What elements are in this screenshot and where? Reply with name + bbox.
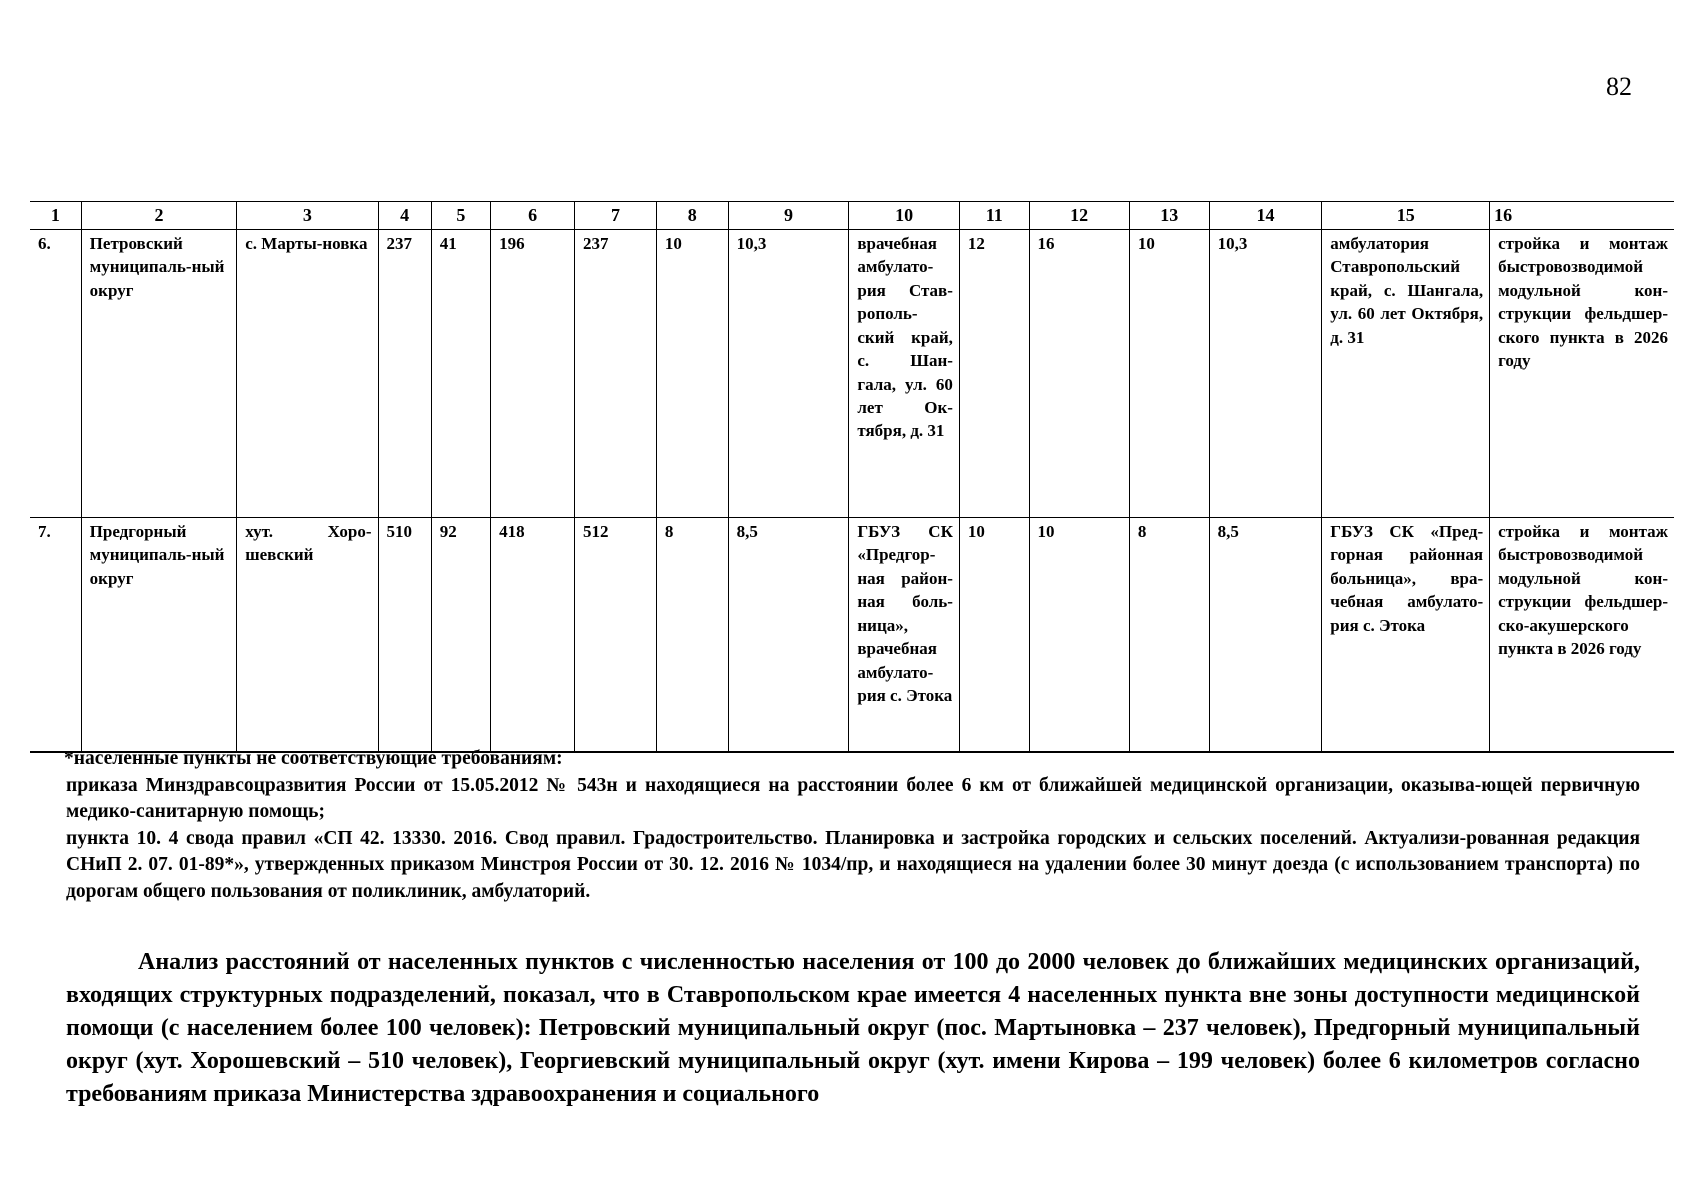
table-cell: 10 — [959, 517, 1029, 752]
column-header: 5 — [431, 202, 490, 230]
column-header: 16 — [1490, 202, 1674, 230]
column-header: 2 — [81, 202, 237, 230]
column-header: 10 — [849, 202, 960, 230]
settlements-table — [30, 201, 1674, 753]
table-cell: 510 — [378, 517, 431, 752]
column-header: 13 — [1129, 202, 1209, 230]
table-cell: 8,5 — [1209, 517, 1322, 752]
analysis-paragraph-block — [66, 946, 1640, 1110]
table-cell: 10 — [656, 229, 728, 517]
table-cell: 16 — [1029, 229, 1129, 517]
footnote-item: приказа Минздравсоцразвития России от 15.05.2012 № 543н и находящиеся на расстоянии более 6 км от ближайшей медицинской организации, оказыва-ющей первичную медико-санитарную помощь; — [66, 774, 1640, 823]
table-cell: 237 — [378, 229, 431, 517]
table-cell: 41 — [431, 229, 490, 517]
table-row — [30, 229, 1674, 517]
column-header: 4 — [378, 202, 431, 230]
table-cell: 418 — [491, 517, 575, 752]
organization-cell: ГБУЗ СК «Пред-горная районная больница», вра-чебная амбулато-рия с. Этока — [1322, 517, 1490, 752]
district-cell: Предгорный муниципаль-ный округ — [81, 517, 237, 752]
table-cell: 8 — [656, 517, 728, 752]
table-footnotes — [66, 746, 1640, 905]
footnote-lead: *населенные пункты не соответствующие требованиям: — [64, 748, 563, 769]
measures-cell: стройка и монтаж быстровозводимой модульной кон-струкции фельдшер-ско-акушерского пункта в 2026 году — [1490, 517, 1674, 752]
settlement-cell: хут. Хоро-шевский — [237, 517, 378, 752]
column-header: 9 — [728, 202, 849, 230]
analysis-paragraph: Анализ расстояний от населенных пунктов с численностью населения от 100 до 2000 человек до ближайших медицинских организаций, входящих структурных подразделений, показал, что в Ставропольском крае имеется 4 населенных пункта вне зоны доступности медицинской помощи (с населением более 100 человек): Петровский муниципальный округ (пос. Мартыновка – 237 человек), Предгорный муниципальный округ (хут. Хорошевский – 510 человек), Георгиевский муниципальный округ (хут. имени Кирова – 199 человек) более 6 километров согласно требованиям приказа Министерства здравоохранения и социального — [66, 949, 1640, 1107]
table-row — [30, 517, 1674, 752]
table-cell: 10 — [1129, 229, 1209, 517]
table-header-row — [30, 202, 1674, 230]
nearest-organization-cell: ГБУЗ СК «Предгор-ная район-ная боль-ница», врачебная амбулато-рия с. Этока — [849, 517, 960, 752]
row-number-cell: 6. — [30, 229, 81, 517]
column-header: 6 — [491, 202, 575, 230]
column-header: 3 — [237, 202, 378, 230]
district-cell: Петровский муниципаль-ный округ — [81, 229, 237, 517]
nearest-organization-cell: врачебная амбулато-рия Став-рополь-ский край, с. Шан-гала, ул. 60 лет Ок-тября, д. 31 — [849, 229, 960, 517]
table-cell: 237 — [575, 229, 657, 517]
table-cell: 10,3 — [1209, 229, 1322, 517]
column-header: 8 — [656, 202, 728, 230]
column-header: 12 — [1029, 202, 1129, 230]
footnote-item: пункта 10. 4 свода правил «СП 42. 13330. 2016. Свод правил. Градостроительство. Планировка и застройка городских и сельских поселений. Актуализи-рованная редакция СНиП 2. 07. 01-89*», утвержденных приказом Минстроя России от 30. 12. 2016 № 1034/пр, и находящиеся на удалении более 30 минут доезда (с использованием транспорта) по дорогам общего пользования от поликлиник, амбулаторий. — [66, 827, 1640, 902]
table-cell: 512 — [575, 517, 657, 752]
table-cell: 8 — [1129, 517, 1209, 752]
settlements-table-wrapper — [30, 201, 1674, 747]
column-header: 15 — [1322, 202, 1490, 230]
table-cell: 10 — [1029, 517, 1129, 752]
table-cell: 92 — [431, 517, 490, 752]
column-header: 14 — [1209, 202, 1322, 230]
column-header: 11 — [959, 202, 1029, 230]
settlement-cell: с. Марты-новка — [237, 229, 378, 517]
table-cell: 12 — [959, 229, 1029, 517]
row-number-cell: 7. — [30, 517, 81, 752]
page-number: 82 — [1606, 72, 1632, 101]
table-cell: 196 — [491, 229, 575, 517]
organization-cell: амбулатория Ставропольский край, с. Шангала, ул. 60 лет Октября, д. 31 — [1322, 229, 1490, 517]
measures-cell: стройка и монтаж быстровозводимой модульной кон-струкции фельдшер-ского пункта в 2026 году — [1490, 229, 1674, 517]
column-header: 7 — [575, 202, 657, 230]
table-cell: 10,3 — [728, 229, 849, 517]
column-header: 1 — [30, 202, 81, 230]
table-cell: 8,5 — [728, 517, 849, 752]
